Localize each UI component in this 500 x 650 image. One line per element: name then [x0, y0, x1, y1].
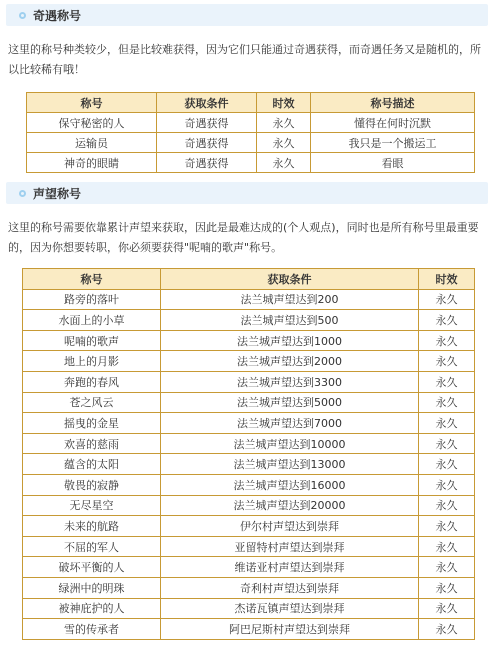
table-row [27, 153, 475, 173]
table-row [23, 598, 475, 619]
table-cell: 我只是一个搬运工 [311, 133, 475, 153]
table-cell: 永久 [419, 351, 475, 372]
table-cell: 永久 [419, 516, 475, 537]
table-cell: 保守秘密的人 [27, 113, 157, 133]
table-cell: 永久 [419, 598, 475, 619]
table-row [23, 351, 475, 372]
table-cell: 永久 [419, 454, 475, 475]
section-header-adventure [6, 4, 488, 26]
table-cell: 绿洲中的明珠 [23, 577, 161, 598]
table-cell: 杰诺瓦镇声望达到崇拜 [161, 598, 419, 619]
section-paragraph: 这里的称号种类较少，但是比较难获得，因为它们只能通过奇遇获得，而奇遇任务又是随机的，所以比较稀有哦！ [8, 43, 481, 76]
column-header: 时效 [257, 93, 311, 113]
table-cell: 运输员 [27, 133, 157, 153]
table-cell: 无尽星空 [23, 495, 161, 516]
table-cell: 伊尔村声望达到崇拜 [161, 516, 419, 537]
reputation-titles-table [22, 268, 475, 640]
table-cell: 法兰城声望达到13000 [161, 454, 419, 475]
table-cell: 懂得在何时沉默 [311, 113, 475, 133]
table-cell: 奇遇获得 [157, 153, 257, 173]
table-cell: 永久 [419, 413, 475, 434]
table-cell: 法兰城声望达到2000 [161, 351, 419, 372]
table-cell: 永久 [257, 153, 311, 173]
table-cell: 敬畏的寂静 [23, 474, 161, 495]
column-header: 称号 [23, 269, 161, 290]
section-title: 奇遇称号 [33, 8, 82, 23]
table-row [23, 310, 475, 331]
table-cell: 永久 [419, 433, 475, 454]
table-row [23, 619, 475, 640]
table-cell: 法兰城声望达到7000 [161, 413, 419, 434]
table-row [23, 516, 475, 537]
table-cell: 摇曳的金星 [23, 413, 161, 434]
table-row [27, 133, 475, 153]
adventure-titles-table [26, 92, 475, 173]
table-row [27, 113, 475, 133]
column-header: 称号描述 [311, 93, 475, 113]
table-row [23, 577, 475, 598]
table-cell: 永久 [419, 577, 475, 598]
column-header: 获取条件 [161, 269, 419, 290]
table-cell: 水面上的小草 [23, 310, 161, 331]
table-row [23, 330, 475, 351]
table-row [23, 495, 475, 516]
table-cell: 永久 [419, 310, 475, 331]
table-row [23, 289, 475, 310]
table-cell: 亚留特村声望达到崇拜 [161, 536, 419, 557]
column-header: 时效 [419, 269, 475, 290]
table-cell: 法兰城声望达到5000 [161, 392, 419, 413]
section-title: 声望称号 [33, 186, 82, 201]
table-cell: 法兰城声望达到500 [161, 310, 419, 331]
table-row [23, 557, 475, 578]
table-cell: 法兰城声望达到3300 [161, 371, 419, 392]
table-cell: 不屈的军人 [23, 536, 161, 557]
table-cell: 奇遇获得 [157, 133, 257, 153]
column-header: 称号 [27, 93, 157, 113]
table-cell: 法兰城声望达到16000 [161, 474, 419, 495]
table-cell: 永久 [419, 619, 475, 640]
table-cell: 永久 [257, 113, 311, 133]
table-cell: 奔跑的春风 [23, 371, 161, 392]
table-row [23, 454, 475, 475]
table-cell: 永久 [419, 557, 475, 578]
table-row [23, 371, 475, 392]
table-header-row [23, 269, 475, 290]
table-row [23, 536, 475, 557]
section-paragraph: 这里的称号需要依靠累计声望来获取，因此是最难达成的(个人观点)，同时也是所有称号里最重要的，因为你想要转职，你必须要获得"呢喃的歌声"称号。 [8, 221, 479, 254]
table-cell: 法兰城声望达到20000 [161, 495, 419, 516]
table-cell: 永久 [419, 536, 475, 557]
table-cell: 法兰城声望达到200 [161, 289, 419, 310]
table-cell: 维诺亚村声望达到崇拜 [161, 557, 419, 578]
table-cell: 未来的航路 [23, 516, 161, 537]
table-cell: 雪的传承者 [23, 619, 161, 640]
table-cell: 永久 [419, 474, 475, 495]
table-cell: 阿巴尼斯村声望达到崇拜 [161, 619, 419, 640]
table-header-row [27, 93, 475, 113]
table-row [23, 433, 475, 454]
table-cell: 永久 [419, 495, 475, 516]
table-row [23, 413, 475, 434]
table-cell: 神奇的眼睛 [27, 153, 157, 173]
table-cell: 欢喜的慈雨 [23, 433, 161, 454]
table-cell: 永久 [419, 289, 475, 310]
table-cell: 蕴含的太阳 [23, 454, 161, 475]
table-cell: 看眼 [311, 153, 475, 173]
circle-bullet-icon [19, 190, 26, 197]
table-cell: 奇利村声望达到崇拜 [161, 577, 419, 598]
table-cell: 法兰城声望达到10000 [161, 433, 419, 454]
column-header: 获取条件 [157, 93, 257, 113]
table-row [23, 474, 475, 495]
table-cell: 奇遇获得 [157, 113, 257, 133]
table-cell: 永久 [419, 392, 475, 413]
table-cell: 法兰城声望达到1000 [161, 330, 419, 351]
table-cell: 破坏平衡的人 [23, 557, 161, 578]
table-cell: 地上的月影 [23, 351, 161, 372]
table-cell: 永久 [419, 371, 475, 392]
table-cell: 路旁的落叶 [23, 289, 161, 310]
table-cell: 永久 [419, 330, 475, 351]
circle-bullet-icon [19, 12, 26, 19]
table-cell: 苍之风云 [23, 392, 161, 413]
table-cell: 呢喃的歌声 [23, 330, 161, 351]
table-cell: 被神庇护的人 [23, 598, 161, 619]
table-cell: 永久 [257, 133, 311, 153]
table-row [23, 392, 475, 413]
section-header-reputation [6, 182, 488, 204]
